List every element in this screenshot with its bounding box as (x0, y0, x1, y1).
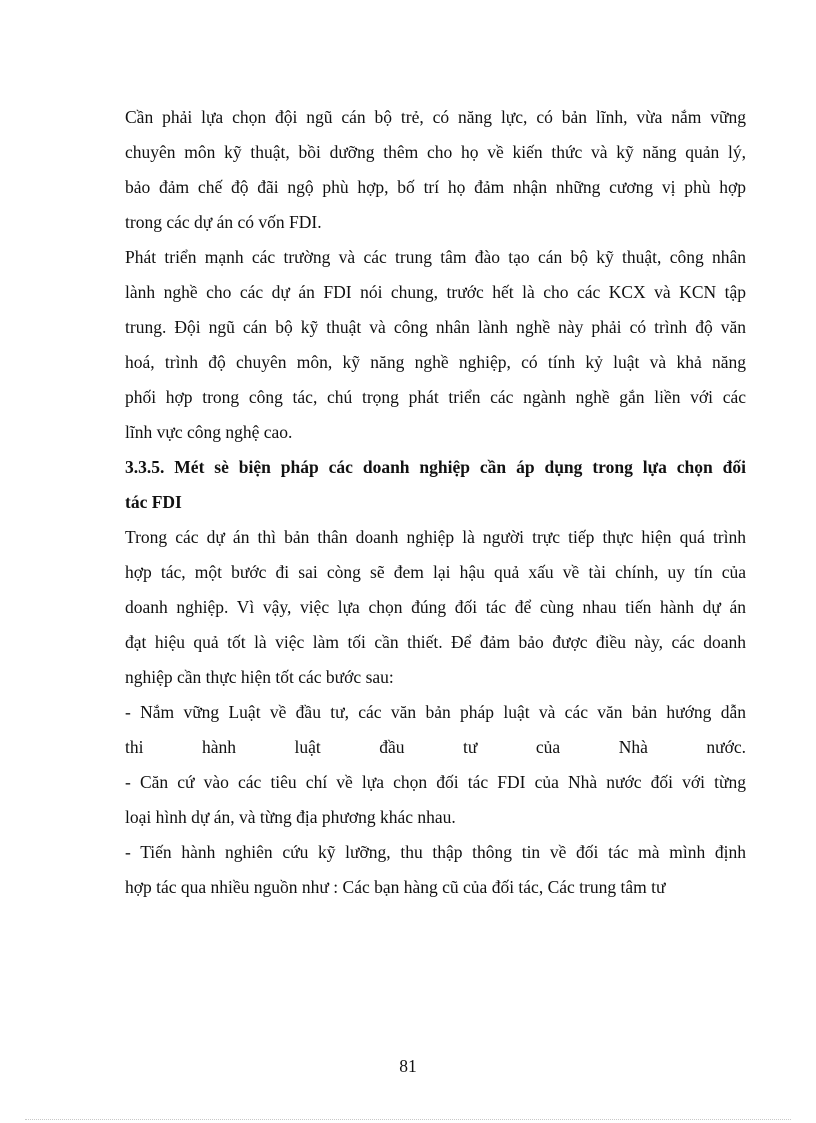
text-line: nghiệp cần thực hiện tốt các bước sau: (125, 667, 394, 687)
text-line: - Căn cứ vào các tiêu chí về lựa chọn đối tác FDI của Nhà nước đối với từng (125, 772, 746, 792)
text-line: chuyên môn kỹ thuật, bồi dưỡng thêm cho họ về kiến thức và kỹ năng quản lý, (125, 142, 746, 162)
text-line: Phát triển mạnh các trường và các trung tâm đào tạo cán bộ kỹ thuật, công nhân (125, 247, 746, 267)
page-number: 81 (399, 1056, 417, 1076)
text-line: - Nắm vững Luật về đầu tư, các văn bản pháp luật và các văn bản hướng dẫn (125, 702, 746, 722)
bullet-item-selection-criteria (125, 765, 746, 835)
heading-line: 3.3.5. Mét sè biện pháp các doanh nghiệp cần áp dụng trong lựa chọn đối (125, 457, 746, 477)
bullet-item-research-partner (125, 835, 746, 905)
text-line: Trong các dự án thì bản thân doanh nghiệp là người trực tiếp thực hiện quá trình (125, 527, 746, 547)
text-line: lĩnh vực công nghệ cao. (125, 422, 293, 442)
text-line: phối hợp trong công tác, chú trọng phát triển các ngành nghề gắn liền với các (125, 387, 746, 407)
page-body (125, 100, 746, 905)
bullet-item-investment-law (125, 695, 746, 765)
page-bottom-divider (25, 1119, 791, 1120)
text-line: bảo đảm chế độ đãi ngộ phù hợp, bố trí họ đảm nhận những cương vị phù hợp (125, 177, 746, 197)
text-line: thi hành luật đầu tư của Nhà nước. (125, 737, 746, 757)
text-line: Cần phải lựa chọn đội ngũ cán bộ trẻ, có năng lực, có bản lĩnh, vừa nắm vững (125, 107, 746, 127)
text-line: hoá, trình độ chuyên môn, kỹ năng nghề nghiệp, có tính kỷ luật và khả năng (125, 352, 746, 372)
text-line: doanh nghiệp. Vì vậy, việc lựa chọn đúng đối tác để cùng nhau tiến hành dự án (125, 597, 746, 617)
text-line: trung. Đội ngũ cán bộ kỹ thuật và công nhân lành nghề này phải có trình độ văn (125, 317, 746, 337)
text-line: lành nghề cho các dự án FDI nói chung, trước hết là cho các KCX và KCN tập (125, 282, 746, 302)
text-line: loại hình dự án, và từng địa phương khác nhau. (125, 807, 456, 827)
section-heading (125, 450, 746, 520)
paragraph-staff-selection (125, 100, 746, 240)
text-line: hợp tác qua nhiều nguồn như : Các bạn hàng cũ của đối tác, Các trung tâm tư (125, 877, 666, 897)
paragraph-partner-selection-intro (125, 520, 746, 695)
paragraph-training-centers (125, 240, 746, 450)
text-line: - Tiến hành nghiên cứu kỹ lưỡng, thu thập thông tin về đối tác mà mình định (125, 842, 746, 862)
text-line: đạt hiệu quả tốt là việc làm tối cần thiết. Để đảm bảo được điều này, các doanh (125, 632, 746, 652)
text-line: trong các dự án có vốn FDI. (125, 212, 322, 232)
text-line: hợp tác, một bước đi sai còng sẽ đem lại hậu quả xấu về tài chính, uy tín của (125, 562, 746, 582)
heading-line: tác FDI (125, 492, 182, 512)
